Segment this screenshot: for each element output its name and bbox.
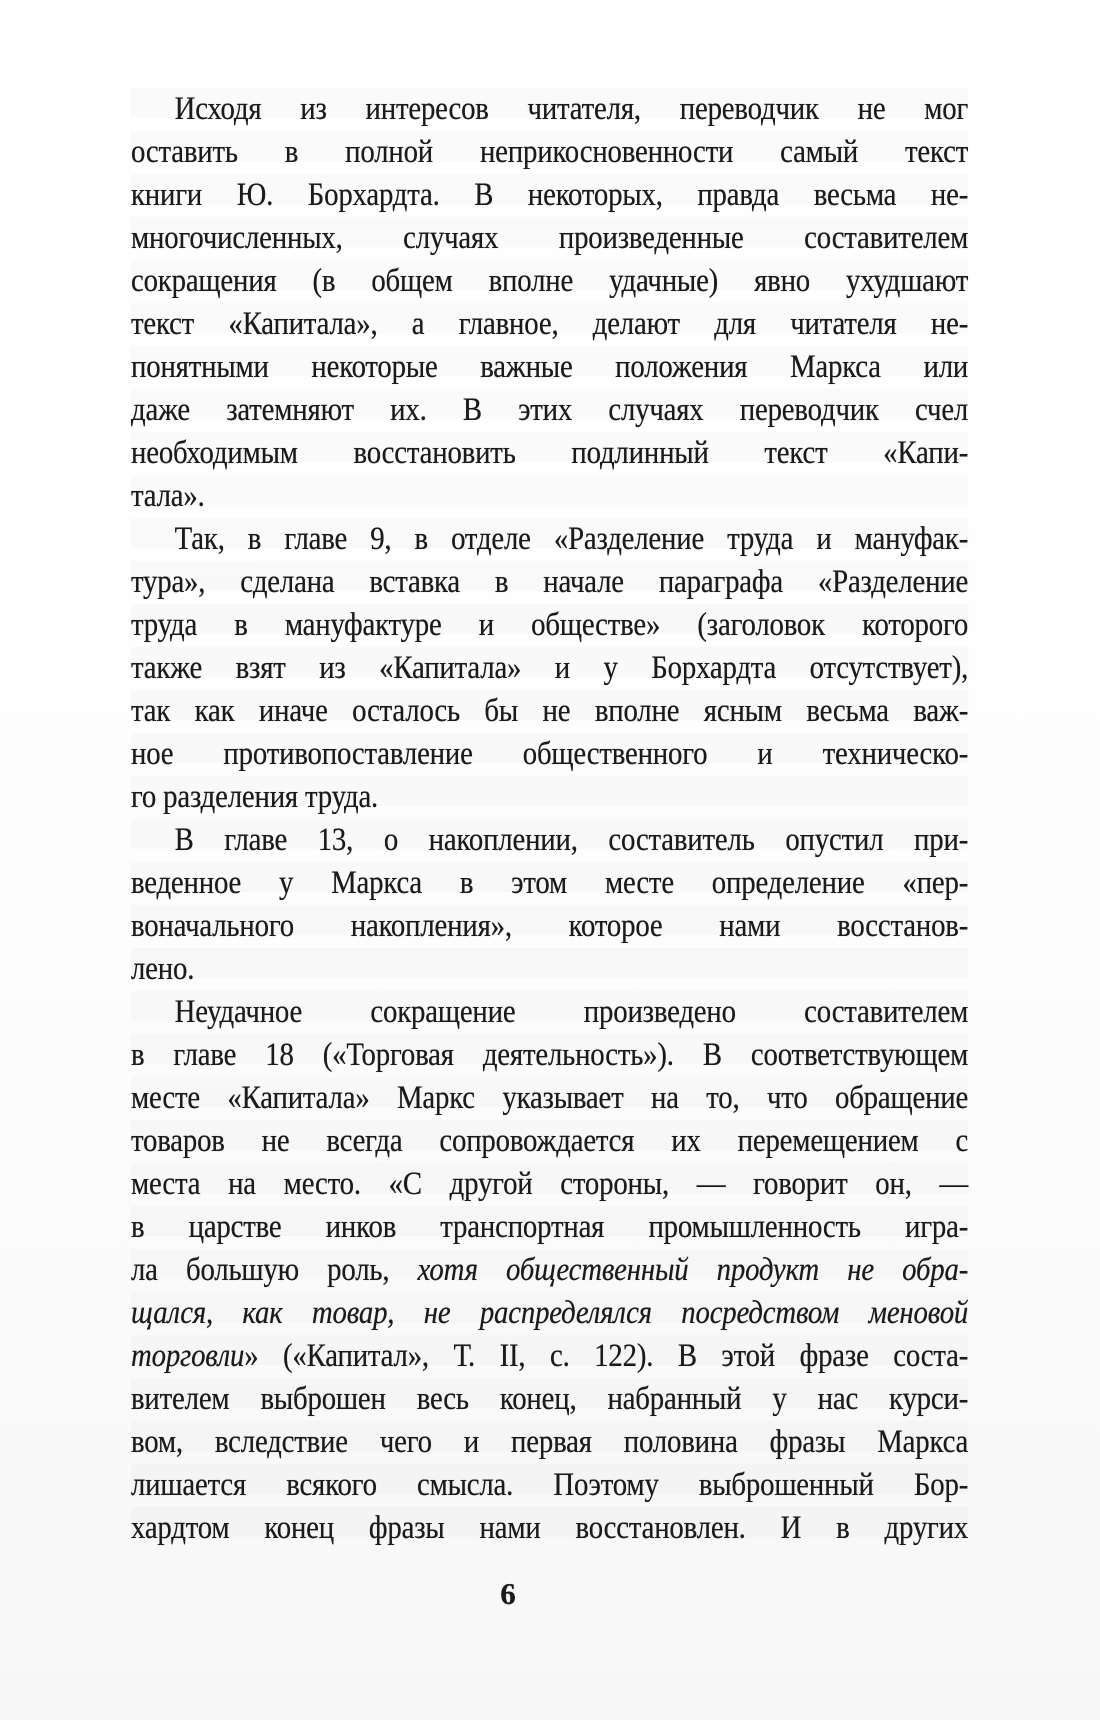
text-segment: Так, в главе 9, в отделе «Разделение труда и мануфак- bbox=[174, 521, 969, 557]
text-line bbox=[131, 647, 968, 690]
text-line bbox=[131, 561, 968, 604]
text-segment: хардтом конец фразы нами восстановлен. И в других bbox=[131, 1510, 969, 1546]
text-segment: необходимым восстановить подлинный текст «Капи- bbox=[131, 435, 969, 471]
text-segment: веденное у Маркса в этом месте определение «пер- bbox=[131, 865, 969, 901]
text-line bbox=[131, 1378, 968, 1421]
text-line bbox=[131, 1421, 968, 1464]
text-line bbox=[131, 1335, 968, 1378]
text-segment: месте «Капитала» Маркс указывает на то, что обращение bbox=[131, 1080, 969, 1116]
text-line bbox=[131, 604, 968, 647]
text-line bbox=[131, 948, 968, 991]
text-segment: в царстве инков транспортная промышленность игра- bbox=[131, 1209, 969, 1245]
text-segment: товаров не всегда сопровождается их перемещением с bbox=[131, 1123, 969, 1159]
text-segment: понятными некоторые важные положения Маркса или bbox=[131, 349, 969, 385]
text-segment: В главе 13, о накоплении, составитель опустил при- bbox=[174, 822, 969, 858]
text-line bbox=[131, 303, 968, 346]
text-segment: места на место. «С другой стороны, — говорит он, — bbox=[131, 1166, 969, 1202]
text-line bbox=[131, 1507, 968, 1550]
text-line bbox=[131, 217, 968, 260]
text-line bbox=[131, 174, 968, 217]
text-segment: в главе 18 («Торговая деятельность»). В соответствующем bbox=[131, 1037, 969, 1073]
text-line bbox=[131, 1464, 968, 1507]
text-line bbox=[131, 260, 968, 303]
text-segment: многочисленных, случаях произведенные составителем bbox=[131, 220, 969, 256]
text-segment: сокращения (в общем вполне удачные) явно ухудшают bbox=[131, 263, 969, 299]
text-segment: книги Ю. Борхардта. В некоторых, правда весьма не- bbox=[131, 177, 969, 213]
text-segment: вом, вследствие чего и первая половина фразы Маркса bbox=[131, 1424, 969, 1460]
text-line bbox=[131, 733, 968, 776]
text-segment: тала». bbox=[131, 478, 205, 514]
text-segment: лишается всякого смысла. Поэтому выброшенный Бор- bbox=[131, 1467, 969, 1503]
text-segment: » («Капитал», Т. II, с. 122). В этой фразе соста- bbox=[244, 1338, 969, 1374]
text-segment-italic: хотя общественный продукт не обра- bbox=[417, 1252, 969, 1288]
text-line bbox=[131, 475, 968, 518]
text-line bbox=[131, 991, 968, 1034]
text-block bbox=[131, 88, 968, 1550]
text-line bbox=[131, 905, 968, 948]
text-segment-italic: торговли bbox=[131, 1338, 245, 1374]
page-number: 6 bbox=[500, 1576, 516, 1611]
text-line bbox=[131, 1120, 968, 1163]
text-line bbox=[131, 1034, 968, 1077]
text-line bbox=[131, 1077, 968, 1120]
text-line bbox=[131, 862, 968, 905]
text-line bbox=[131, 1249, 968, 1292]
text-line bbox=[131, 131, 968, 174]
text-line bbox=[131, 1292, 968, 1335]
text-segment-italic: щался, как товар, не распределялся посредством меновой bbox=[131, 1295, 969, 1331]
text-line bbox=[131, 518, 968, 561]
text-segment: труда в мануфактуре и обществе» (заголовок которого bbox=[131, 607, 969, 643]
text-segment: лено. bbox=[131, 951, 195, 987]
text-segment: так как иначе осталось бы не вполне ясным весьма важ- bbox=[131, 693, 969, 729]
text-segment: ное противопоставление общественного и техническо- bbox=[131, 736, 969, 772]
text-line bbox=[131, 346, 968, 389]
text-line bbox=[131, 432, 968, 475]
text-line bbox=[131, 1206, 968, 1249]
text-line bbox=[131, 88, 968, 131]
text-segment: тура», сделана вставка в начале параграфа «Разделение bbox=[131, 564, 969, 600]
text-segment: текст «Капитала», а главное, делают для читателя не- bbox=[131, 306, 969, 342]
text-segment: также взят из «Капитала» и у Борхардта отсутствует), bbox=[131, 650, 969, 686]
text-segment: Исходя из интересов читателя, переводчик не мог bbox=[174, 91, 969, 127]
text-line bbox=[131, 389, 968, 432]
text-segment: воначального накопления», которое нами восстанов- bbox=[131, 908, 969, 944]
text-segment: даже затемняют их. В этих случаях переводчик счел bbox=[131, 392, 969, 428]
text-segment: ла большую роль, bbox=[131, 1252, 418, 1288]
text-line bbox=[131, 819, 968, 862]
text-segment: оставить в полной неприкосновенности самый текст bbox=[131, 134, 969, 170]
text-segment: вителем выброшен весь конец, набранный у нас курси- bbox=[131, 1381, 969, 1417]
text-segment: Неудачное сокращение произведено составителем bbox=[174, 994, 969, 1030]
text-segment: го разделения труда. bbox=[131, 779, 379, 815]
text-line bbox=[131, 1163, 968, 1206]
text-line bbox=[131, 690, 968, 733]
text-line bbox=[131, 776, 968, 819]
